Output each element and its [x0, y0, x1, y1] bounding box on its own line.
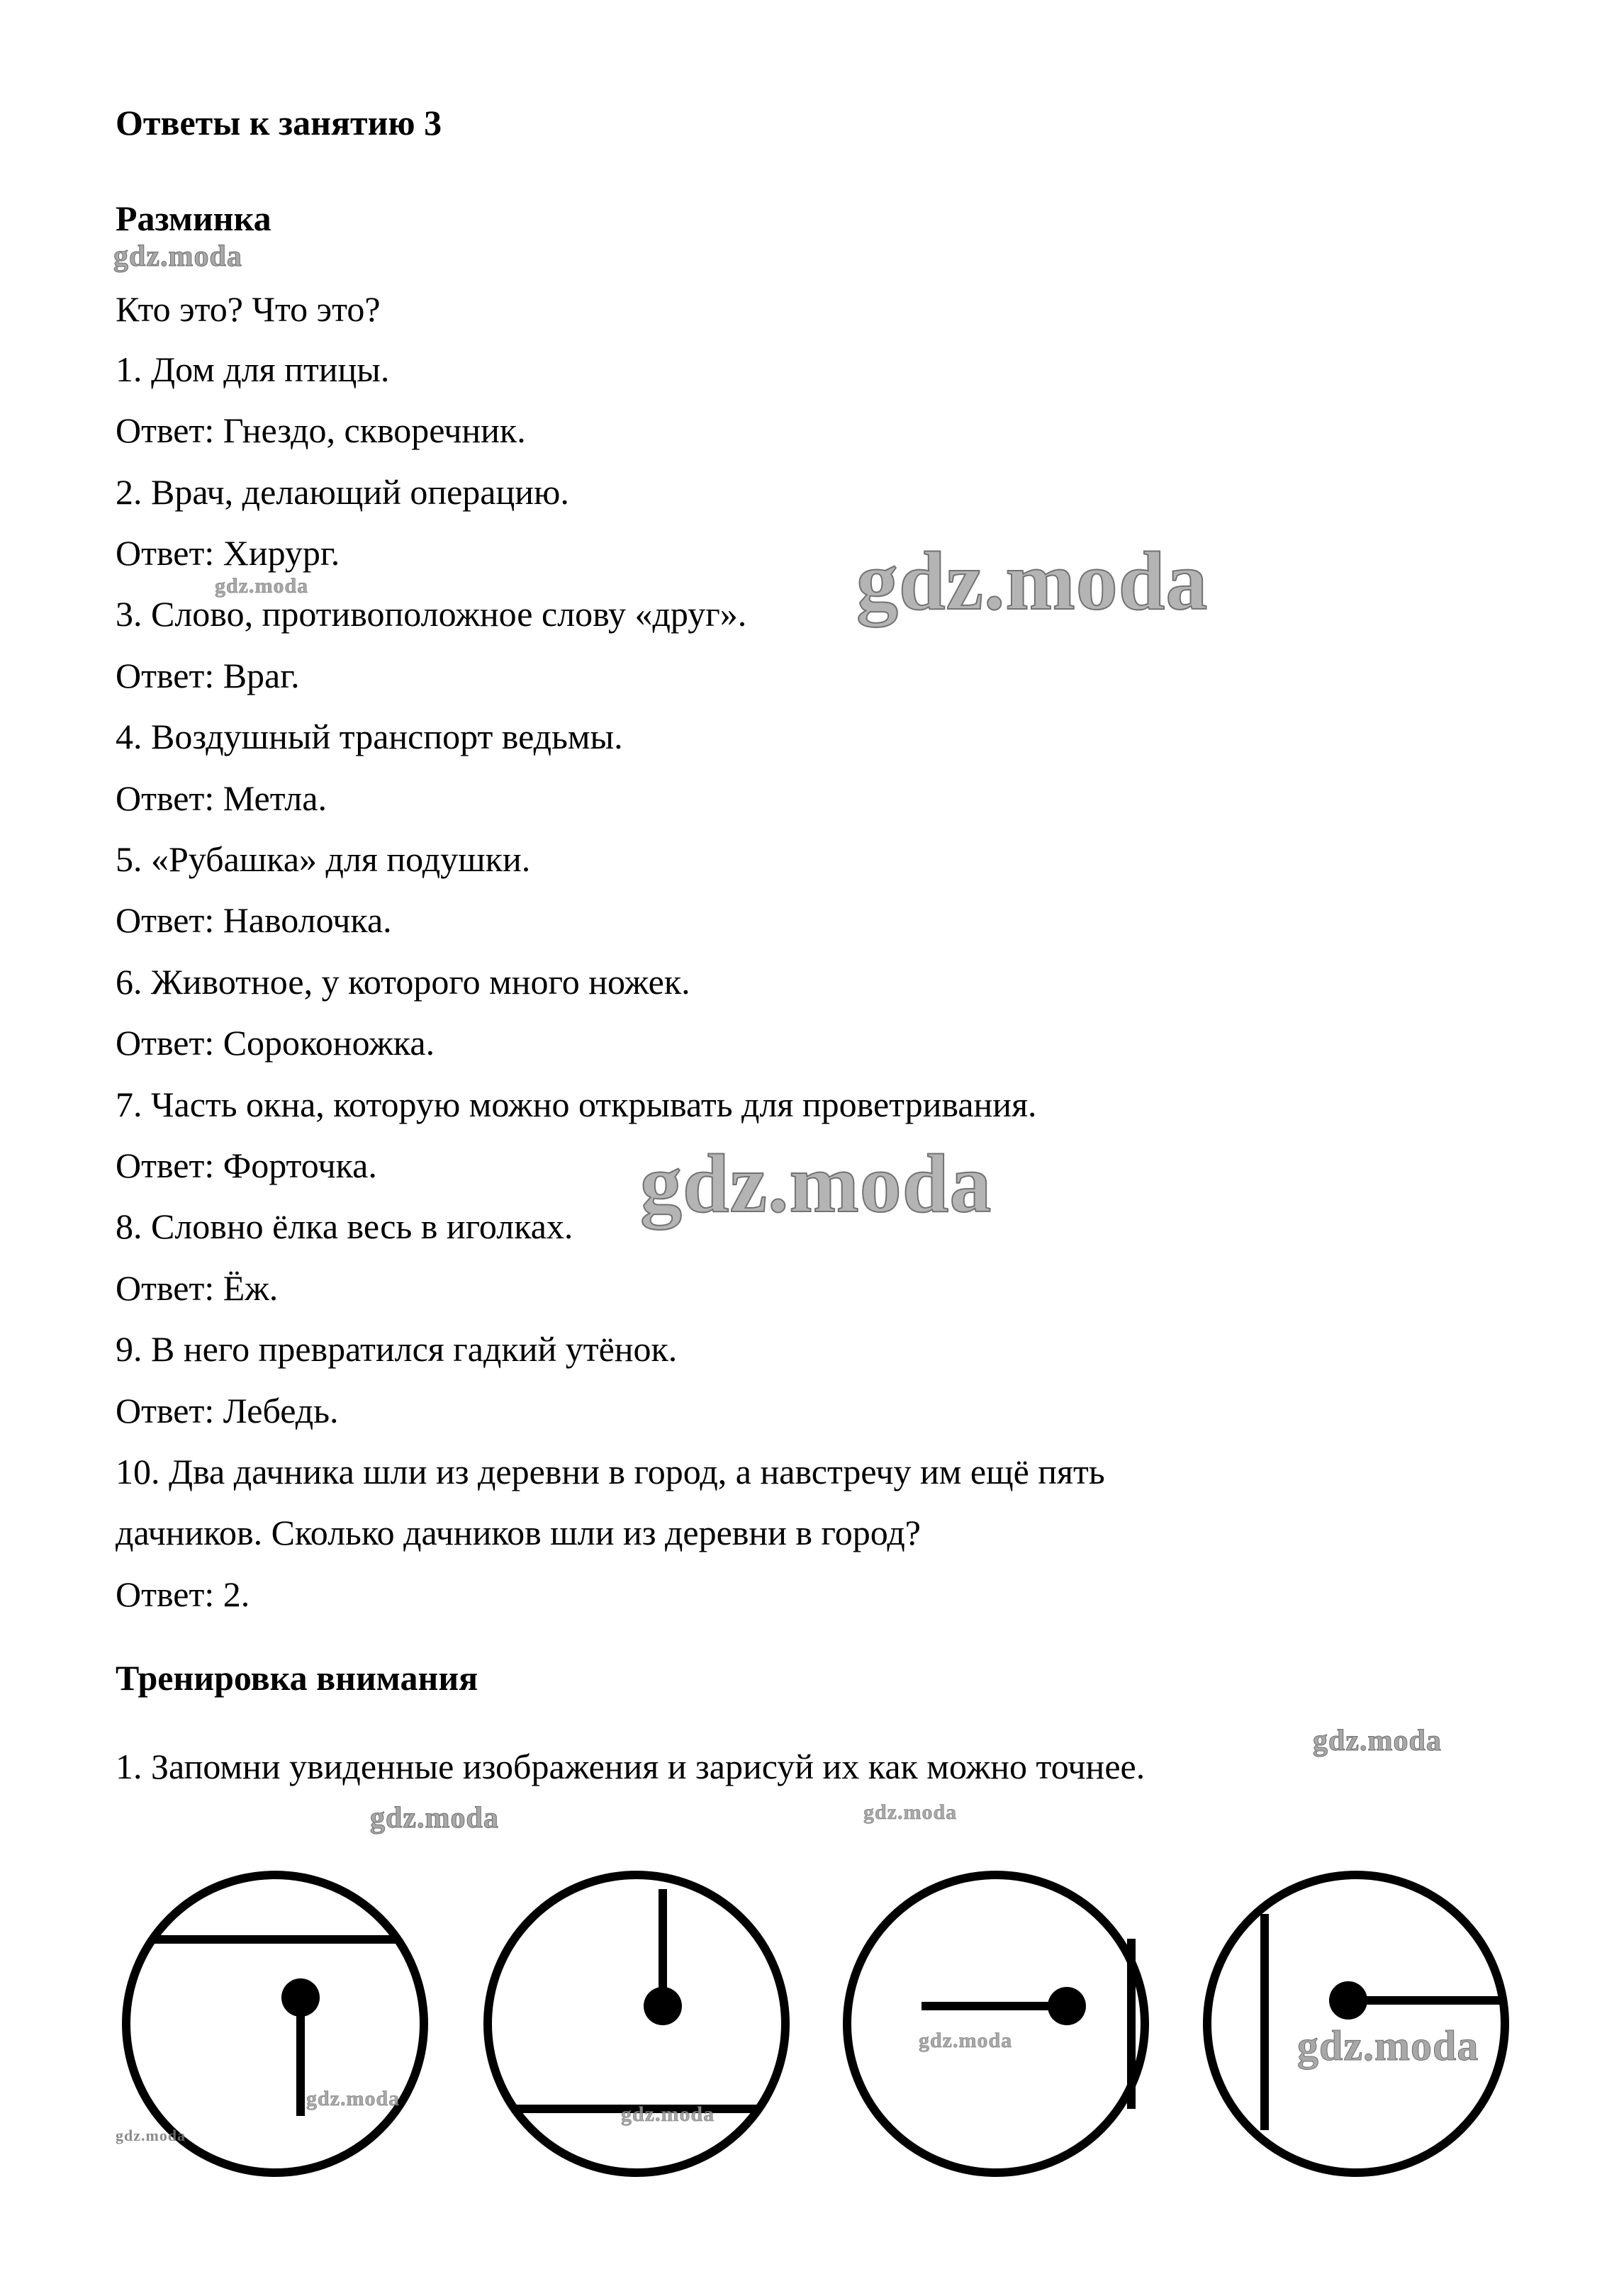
- question-line: 9. В него превратился гадкий утёнок.: [116, 1329, 678, 1369]
- question-line: 4. Воздушный транспорт ведьмы.: [116, 717, 623, 756]
- question-line: 6. Животное, у которого много ножек.: [116, 962, 690, 1002]
- answer-line: Ответ: Наволочка.: [116, 900, 392, 940]
- answer-line: Ответ: Лебедь.: [116, 1391, 339, 1430]
- question-line: 5. «Рубашка» для подушки.: [116, 839, 531, 879]
- watermark-text: gdz.moda: [863, 1801, 958, 1824]
- watermark-text: gdz.moda: [306, 2087, 400, 2110]
- answer-line: Ответ: Враг.: [116, 656, 300, 695]
- watermark-text: gdz.moda: [116, 2127, 186, 2144]
- answer-line: Ответ: Форточка.: [116, 1146, 377, 1185]
- watermark-text: gdz.moda: [919, 2029, 1013, 2052]
- figure-2-circle-bottom-line: [488, 1875, 785, 2173]
- answer-line: Ответ: 2.: [116, 1574, 250, 1614]
- question-line: 8. Словно ёлка весь в иголках.: [116, 1206, 573, 1246]
- section-heading-attention: Тренировка внимания: [116, 1658, 478, 1698]
- watermark-text: gdz.moda: [215, 574, 309, 598]
- question-line: 3. Слово, противоположное слову «друг».: [116, 594, 747, 634]
- answer-line: Ответ: Гнездо, скворечник.: [116, 410, 526, 450]
- question-line-continued: дачников. Сколько дачников шли из деревни в город?: [116, 1513, 921, 1552]
- watermark-text: gdz.moda: [640, 1137, 992, 1230]
- question-line: 7. Часть окна, которую можно открывать для проветривания.: [116, 1085, 1037, 1124]
- answer-line: Ответ: Хирург.: [116, 533, 340, 573]
- page-title: Ответы к занятию 3: [116, 103, 442, 142]
- attention-task: 1. Запомни увиденные изображения и зарисуй их как можно точнее.: [116, 1747, 1145, 1786]
- watermark-text: gdz.moda: [1297, 2022, 1479, 2069]
- answer-line: Ответ: Метла.: [116, 778, 327, 818]
- watermark-text: gdz.moda: [1313, 1725, 1442, 1757]
- figure-3-circle-right-line: [847, 1875, 1145, 2173]
- watermark-text: gdz.moda: [621, 2102, 715, 2126]
- watermark-text: gdz.moda: [113, 240, 242, 273]
- question-line: 10. Два дачника шли из деревни в город, а навстречу им ещё пять: [116, 1452, 1105, 1491]
- answer-line: Ответ: Ёж.: [116, 1268, 279, 1308]
- warmup-intro: Кто это? Что это?: [116, 289, 381, 329]
- question-line: 1. Дом для птицы.: [116, 349, 390, 389]
- watermark-text: gdz.moda: [856, 534, 1209, 627]
- watermark-text: gdz.moda: [370, 1802, 499, 1835]
- answer-line: Ответ: Сороконожка.: [116, 1023, 435, 1063]
- question-line: 2. Врач, делающий операцию.: [116, 472, 569, 512]
- section-heading-warmup: Разминка: [116, 198, 271, 238]
